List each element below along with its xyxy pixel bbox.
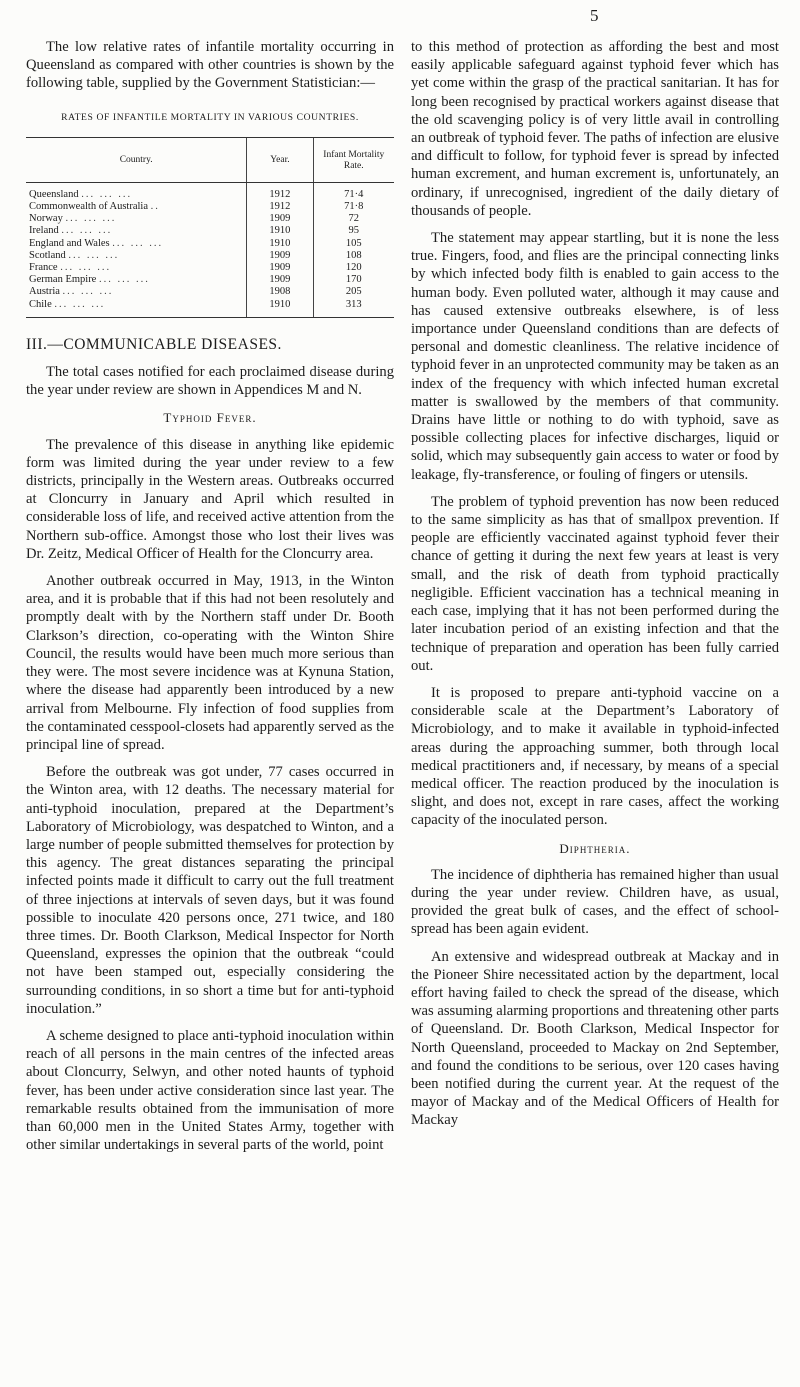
table-row <box>26 286 394 298</box>
section-heading: III.—COMMUNICABLE DISEASES. <box>26 335 282 353</box>
year-cell: 1912 <box>247 182 313 201</box>
left-column <box>26 38 394 1163</box>
country-cell: German Empire ... ... ... <box>29 274 150 286</box>
rate-cell: 71·4 <box>313 182 394 201</box>
year-cell: 1912 <box>247 201 313 213</box>
typhoid-paragraph-6: The statement may appear startling, but it is none the less true. Fingers, food, and flies are the principal connecting links by which infected body filth is enabled to gain access to the human body. Even polluted water, although it may cause and has caused extensive outbreaks elsewhere, is of less importance under Queensland conditions than are defects of personal and domestic cleanliness. The relative incidence of typhoid fever in an unprotected community may be taken as an index of the frequency with which infected human excretal matter is swallowed by the members of that community. Drains have little or nothing to do with typhoid, save as possible collecting places for infective discharges, liquid or solid, which may subsequently gain access to water or food by leakage, fly-transference, or fouling of fingers or utensils. <box>411 230 779 483</box>
year-cell: 1908 <box>247 286 313 298</box>
typhoid-paragraph-5: to this method of protection as affording the best and most easily applicable safeguard against typhoid fever which has yet come within the grasp of the practical sanitarian. It has for long been recognised by practical workers against disease that the old scavenging policy is of very little avail in controlling an outbreak of typhoid fever. The paths of infection are elusive and difficult to follow, for typhoid fever is spread by infected human excrement, and human excrement is, unfortunately, an ordinary, if unrecognised, ingredient of the daily dietary of thousands of people. <box>411 39 779 219</box>
year-cell: 1909 <box>247 274 313 286</box>
table-row <box>26 262 394 274</box>
year-cell: 1910 <box>247 299 313 318</box>
rate-cell: 71·8 <box>313 201 394 213</box>
typhoid-paragraph-3: Before the outbreak was got under, 77 cases occurred in the Winton area, with 12 deaths. The necessary material for anti-typhoid inoculation, prepared at the Department’s Laboratory of Microbiology, was despatched to Winton, and a large number of people submitted themselves for protection by this agency. The great distances separating the principal infected points made it difficult to carry out the full treatment of three injections at intervals of seven days, but it was found possible to inoculate 420 persons once, 271 twice, and 180 three times. Dr. Booth Clarkson, Medical Inspector for North Queensland, expresses the opinion that the outbreak “could not have been stamped out, especially considering the surrounding conditions, in so short a time but for anti-typhoid inoculation.” <box>26 764 394 1017</box>
typhoid-paragraph-4: A scheme designed to place anti-typhoid inoculation within reach of all persons in the main centres of the infected areas about Cloncurry, Selwyn, and other noted haunts of typhoid fever, has been under active consideration since last year. The remarkable results obtained from the immunisation of more than 60,000 men in the United States Army, together with other similar undertakings in several parts of the world, point <box>26 1027 394 1154</box>
rate-cell: 120 <box>313 262 394 274</box>
rate-cell: 72 <box>313 213 394 225</box>
rate-cell: 313 <box>313 299 394 318</box>
country-cell: Norway ... ... ... <box>29 213 117 225</box>
year-cell: 1910 <box>247 225 313 237</box>
country-cell: Queensland ... ... ... <box>29 188 133 200</box>
page-number: 5 <box>590 6 599 25</box>
right-column <box>411 38 779 1139</box>
table-row <box>26 250 394 262</box>
country-cell: England and Wales ... ... ... <box>29 237 164 249</box>
table-row <box>26 213 394 225</box>
header-year: Year. <box>247 137 313 182</box>
rate-cell: 170 <box>313 274 394 286</box>
country-cell: Chile ... ... ... <box>26 299 247 318</box>
header-country: Country. <box>26 137 247 182</box>
typhoid-paragraph-7: The problem of typhoid prevention has now been reduced to the same simplicity as has that of smallpox prevention. If people are efficiently vaccinated against typhoid fever their chance of getting it during the next few years at least is very small, and the risk of death from typhoid practically negligible. Efficient vaccination has a technical meaning in each case, implying that it has not been performed during the later incubation period of an existing infection and that the technique of preparation and operation has been fully carried out. <box>411 493 779 674</box>
rate-cell: 108 <box>313 250 394 262</box>
table-row <box>26 182 394 201</box>
rate-cell: 205 <box>313 286 394 298</box>
year-cell: 1909 <box>247 213 313 225</box>
country-cell: Ireland ... ... ... <box>29 225 113 237</box>
typhoid-paragraph-1: The prevalence of this disease in anything like epidemic form was limited during the year under review to a few districts, principally in the Western areas. Outbreaks occurred at Cloncurry in January and April which resulted in considerable loss of life, and received active attention from the Northern sub-office. Amongst those who lost their lives was Dr. Zeitz, Medical Officer of Health for the Cloncurry area. <box>26 436 394 562</box>
rate-cell: 105 <box>313 238 394 250</box>
table-row <box>26 274 394 286</box>
year-cell: 1910 <box>247 238 313 250</box>
diphtheria-heading: Diphtheria. <box>559 840 631 856</box>
typhoid-heading: Typhoid Fever. <box>163 410 257 426</box>
table-row <box>26 201 394 213</box>
table-row <box>26 225 394 237</box>
country-cell: France ... ... ... <box>29 262 112 274</box>
country-cell: Scotland ... ... ... <box>29 249 120 261</box>
typhoid-paragraph-2: Another outbreak occurred in May, 1913, in the Winton area, and it is probable that if this had not been resolutely and promptly dealt with by the Northern staff under Dr. Booth Clarkson’s direction, co-operating with the Winton Shire Council, the results would have been much more serious than they were. The most severe incidence was at Kynuna Station, where the disease had apparently been introduced by a new arrival from Melbourne. Fly infection of food supplies from the contaminated cesspool-closets had apparently served as the principal line of spread. <box>26 573 394 753</box>
intro-paragraph: The low relative rates of infantile mortality occurring in Queensland as compared with other countries is shown by the following table, supplied by the Government Statistician:— <box>26 39 394 92</box>
section-intro: The total cases notified for each proclaimed disease during the year under review are shown in Appendices M and N. <box>26 364 394 399</box>
country-cell: Commonwealth of Australia .. <box>29 201 160 213</box>
table-row <box>26 238 394 250</box>
diphtheria-paragraph-2: An extensive and widespread outbreak at Mackay and in the Pioneer Shire necessitated action by the department, local effort having failed to check the spread of the disease, which was assuming alarming proportions and threatening other parts of Queensland. Dr. Booth Clarkson, Medical Inspector for North Queensland, proceeded to Mackay on 2nd September, and found the conditions to be serious, over 120 cases having been notified during the current year. At the request of the mayor of Mackay and of the Medical Officers of Health for Mackay <box>411 948 779 1129</box>
header-rate: Infant Mortality Rate. <box>313 137 394 182</box>
mortality-table <box>26 137 394 318</box>
year-cell: 1909 <box>247 262 313 274</box>
diphtheria-paragraph-1: The incidence of diphtheria has remained higher than usual during the year under review. Children have, as usual, provided the great bulk of cases, and the effect of school-spread has been again evident. <box>411 866 779 938</box>
year-cell: 1909 <box>247 250 313 262</box>
rate-cell: 95 <box>313 225 394 237</box>
country-cell: Austria ... ... ... <box>29 286 114 298</box>
table-caption: RATES OF INFANTILE MORTALITY IN VARIOUS COUNTRIES. <box>61 111 359 123</box>
typhoid-paragraph-8: It is proposed to prepare anti-typhoid vaccine on a considerable scale at the Department’s Laboratory of Microbiology, and to make it available in typhoid-infected areas during the approaching summer, both through local medical practitioners and, if necessary, by means of a special medical officer. The reaction produced by the inoculation is slight, and does not, except in rare cases, affect the working capacity of the inoculated person. <box>411 684 779 829</box>
table-row <box>26 299 394 318</box>
